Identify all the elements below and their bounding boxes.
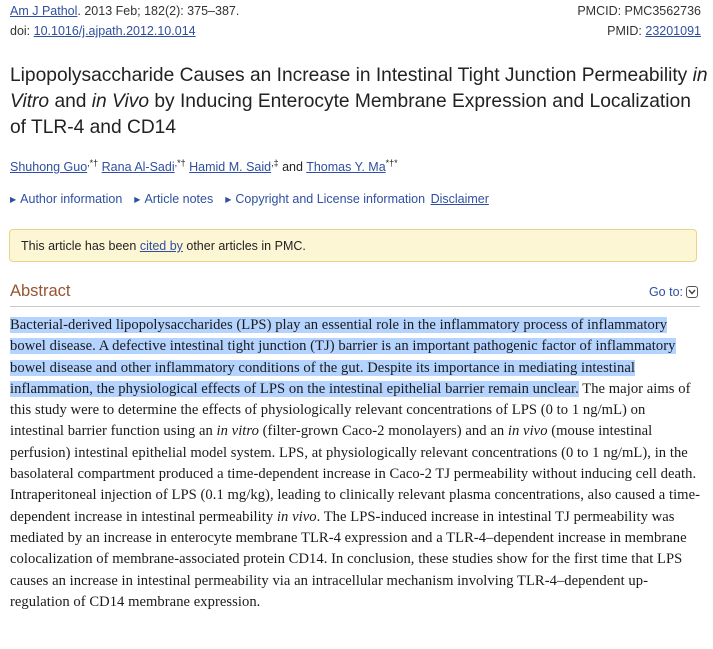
- abstract-italic: in vivo: [276, 508, 317, 525]
- author-affiliation-marks: ,‡: [271, 158, 279, 168]
- goto-menu[interactable]: [649, 285, 698, 299]
- doi-row: [10, 24, 701, 38]
- pmid: [607, 24, 701, 38]
- cited-by-notice: [9, 229, 697, 262]
- title-part: and: [49, 91, 92, 112]
- citation-details: . 2013 Feb; 182(2): 375–387.: [77, 4, 240, 18]
- abstract-text: [10, 315, 703, 613]
- title-italic: in Vivo: [91, 91, 150, 112]
- author-link[interactable]: Rana Al-Sadi: [101, 160, 175, 174]
- pmcid: [577, 4, 701, 18]
- title-italic: in Vitro: [10, 65, 708, 112]
- author-affiliation-marks: ,*†: [174, 158, 186, 168]
- pmid-link[interactable]: 23201091: [645, 24, 701, 38]
- author-link[interactable]: Shuhong Guo: [10, 160, 88, 174]
- pmid-label: PMID:: [607, 24, 646, 38]
- abstract-italic: in vitro: [216, 423, 259, 440]
- cited-by-link[interactable]: cited by: [139, 239, 183, 253]
- disclaimer-link[interactable]: Disclaimer: [430, 192, 489, 206]
- triangle-right-icon: ▶: [134, 195, 141, 204]
- abstract-segment: . The LPS-induced increase in intestinal TJ permeability was mediated by an increase in enterocyte membrane TLR-4 expression and a TLR-4–dependent increase in membrane colocalization of membrane-associated protein CD14. In conclusion, these studies show for the first time that LPS causes an increase in intestinal permeability via an intracellular mechanism involving TLR-4–dependent up-regulation of CD14 membrane expression.: [10, 508, 687, 610]
- abstract-segment: The major aims of this study were to determine the effects of physiologically relevant concentrations of LPS (0 to 1 ng/mL) on intestinal barrier function using an: [10, 380, 691, 440]
- article-title: [10, 63, 710, 141]
- chevron-down-icon[interactable]: [686, 286, 698, 298]
- title-part: Lipopolysaccharide Causes an Increase in Intestinal Tight Junction Permeability: [10, 65, 693, 86]
- notice-text: other articles in PMC.: [182, 239, 306, 253]
- title-part: by Inducing Enterocyte Membrane Expression and Localization of TLR-4 and CD14: [10, 91, 691, 138]
- abstract-italic: in vivo: [507, 423, 548, 440]
- author-list: [10, 158, 398, 174]
- notice-text: This article has been: [21, 239, 140, 253]
- author-affiliation-marks: *†*: [385, 158, 398, 168]
- abstract-segment: (filter-grown Caco-2 monolayers) and an: [258, 423, 508, 440]
- section-divider: [10, 306, 700, 307]
- author-affiliation-marks: ,*†: [87, 158, 99, 168]
- copyright-toggle[interactable]: Copyright and License information: [235, 192, 426, 206]
- doi-label: doi:: [10, 24, 34, 38]
- author-link[interactable]: Thomas Y. Ma: [306, 160, 386, 174]
- abstract-heading: Abstract: [10, 282, 71, 300]
- citation-row: [10, 4, 701, 18]
- author-separator: and: [278, 160, 307, 174]
- selected-text: Bacterial-derived lipopolysaccharides (LPS) play an essential role in the inflammatory process of inflammatory bowel disease. A defective intestinal tight junction (TJ) barrier is an important pathogenic factor of inflammatory bowel disease and other inflammatory conditions of the gut. Despite its importance in mediating intestinal inflammation, the physiological effects of LPS on the intestinal epithelial barrier remain unclear.: [10, 317, 676, 397]
- author-link[interactable]: Hamid M. Said: [189, 160, 272, 174]
- pmcid-value: PMC3562736: [624, 4, 701, 18]
- pmcid-label: PMCID:: [577, 4, 625, 18]
- author-information-toggle[interactable]: Author information: [20, 192, 123, 206]
- triangle-right-icon: ▶: [10, 195, 17, 204]
- journal-link[interactable]: Am J Pathol: [10, 4, 78, 18]
- article-notes-toggle[interactable]: Article notes: [144, 192, 214, 206]
- abstract-segment: (mouse intestinal perfusion) intestinal epithelial model system. LPS, at physiologically relevant concentrations (0 to 1 ng/mL), in the basolateral compartment produced a time-dependent increase in Caco-2 TJ permeability without inducing cell death. Intraperitoneal injection of LPS (0.1 mg/kg), leading to clinically relevant plasma concentrations, also caused a time-dependent increase in intestinal permeability: [10, 423, 701, 525]
- doi-link[interactable]: 10.1016/j.ajpath.2012.10.014: [33, 24, 196, 38]
- article-info-links: [10, 192, 489, 206]
- triangle-right-icon: ▶: [225, 195, 232, 204]
- goto-label[interactable]: Go to:: [648, 285, 683, 299]
